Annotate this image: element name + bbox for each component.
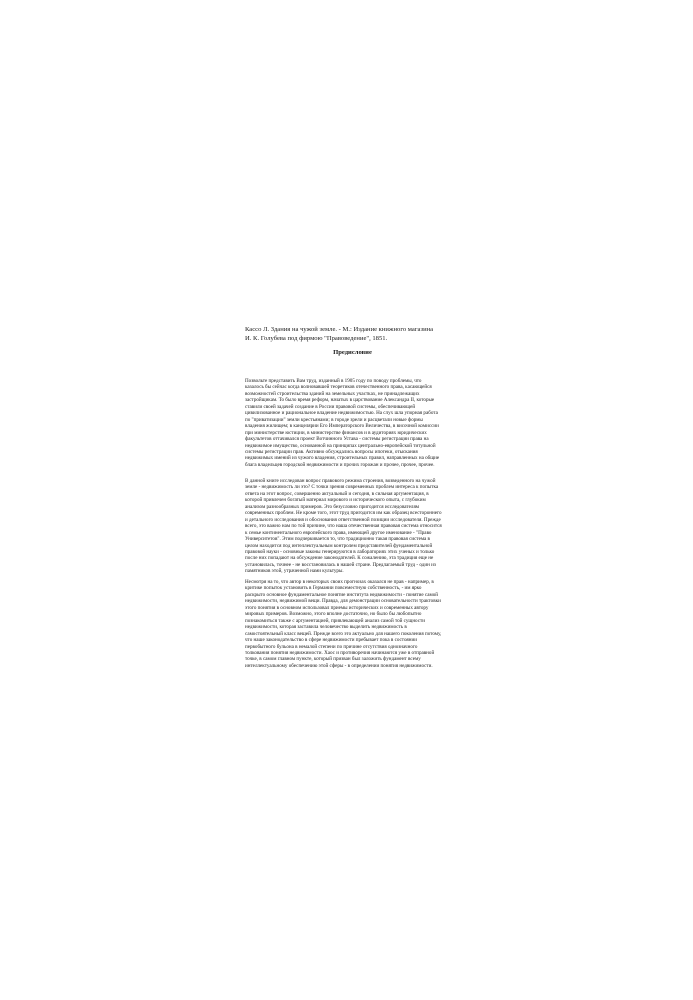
text-line: недвижимых имений из чужого владения, строительных правил, направленных на общие [245, 455, 440, 462]
text-line: этого понятия в основном использовал приемы исторических и современных автору [245, 604, 429, 611]
text-line: земле - недвижимость ли это? С точки зрения современных проблем интереса к попытка [245, 484, 439, 491]
text-line: по "приватизации" земли крестьянами; в городе зрели и расцветали новые формы [245, 416, 423, 423]
text-line: казалось бы сейчас когда волновавшей теоретиков отечественного права, касающейся [245, 384, 432, 391]
text-line: которой привлечен богатый материал мирового и исторического опыта, с глубоким [245, 497, 426, 504]
bibliographic-citation [245, 326, 460, 343]
text-line: раскрыто основное фундаментальное понятие института недвижимости - понятие самой [245, 591, 438, 598]
text-line: цивилизованное и рациональное владение недвижимостью. На слух шла упорная работа [245, 410, 438, 417]
text-line: критике попыток установить в Германии повсеместную собственность, - им ярко [245, 585, 422, 592]
text-line: после них попадают на обсуждение законодателей. К сожалению, эта традиция еще не [245, 555, 434, 562]
text-line: владения жилищем; в канцелярии Его Императорского Величества, в височной комиссии [245, 423, 439, 430]
text-line: Несмотря на то, что автор в некоторых своих прогнозах оказался не прав - например, в [245, 579, 434, 585]
text-line: целом находится под интеллектуальным контролем представителей фундаментальной [245, 542, 433, 549]
paragraph-3 [245, 579, 458, 669]
text-line: блага владельцев городской недвижимости и прочих горожан и прочее, прочее, прочее. [245, 461, 435, 468]
text-line: системы регистрации прав. Активно обсуждались вопросы ипотеки, отыскания [245, 448, 418, 455]
text-line: познакомиться также с аргументацией, привлекающей анализ самой той сущности [245, 617, 425, 624]
text-line: точке, в самом главном пункте, который призван был заложить фундамент всему [245, 656, 421, 663]
text-line: при министерстве юстиции, в министерстве финансов и в аудиториях юридических [245, 429, 427, 436]
text-line: и детального исследования и обоснования ответственной позиции исследователя. Прежде [245, 516, 441, 523]
text-line: недвижимости, которая заставила человечество выделить недвижимость в [245, 624, 407, 631]
text-line: первобытного бульона в немалой степени по причине отсутствия однозначного [245, 643, 418, 650]
text-line: недвижимое имущество, основанной на принципах центрально-европейской титульной [245, 442, 436, 449]
text-line: Позвольте представить Вам труд, изданный в 1905 году по поводу проблемы, что [245, 378, 422, 384]
text-line: анализом разнообразных примеров. Это безусловно пригодится исследователям [245, 503, 420, 510]
paragraph-1 [245, 378, 458, 468]
text-line: к семье континентального европейского права, имеющей другое именование - "Право [245, 529, 432, 536]
text-line: застройщикам. То было время реформ, начатых в царствование Александра II, которые [245, 397, 435, 404]
text-line: памятников этой, утраченной нами культуры. [245, 568, 344, 575]
text-line: самостоятельный класс вещей. Прежде всего это актуально для нашего поколения потому, [245, 630, 442, 637]
citation-line: Кассо Л. Здания на чужой земле. - М.: Издание книжного магазина [245, 326, 434, 333]
text-line: мировых примеров. Возможно, этого вполне достаточно, но было бы любопытно [245, 611, 422, 618]
text-line: правовой науки - основные законы генерируются в лабораториях этих ученых и только [245, 548, 435, 555]
text-line: недвижимости, недвижимой вещи. Правда, для демонстрации основательности трактовки [245, 598, 441, 605]
text-line: современных проблем. Не кроме того, этот труд пригодится им как образец всестороннего [245, 510, 442, 517]
paragraph-2 [245, 478, 458, 575]
text-line: факультетов оттачивался проект Вотчинного Устава - системы регистрации права на [245, 436, 429, 443]
citation-line: И. К. Голубева под фирмою "Правоведение", 1851. [245, 334, 388, 342]
text-line: ответа на этот вопрос, совершенно актуальный и сегодня, в сильная аргументация, в [245, 490, 429, 497]
text-line: Университетов". Этим подчеркивается то, что традиционно такая правовая система в [245, 536, 430, 543]
text-line: что наше законодательство в сфере недвижимости пребывает пока в состоянии [245, 637, 417, 644]
text-line: толкования понятия недвижимости. Хаос и противоречия начинаются уже в отправной [245, 649, 435, 656]
preface-heading: Предисловие [333, 349, 372, 356]
text-line: возможностей строительства зданий на земельных участках, не принадлежащих [245, 390, 420, 397]
text-line: установилась, точнее - не восстановилась в нашей стране. Предлагаемый труд - один из [245, 561, 436, 568]
text-line: В данной книге исследован вопрос правового режима строения, возведенного на чужой [245, 478, 436, 484]
text-line: ставили своей задачей создание в России правовой системы, обеспечивающей [245, 403, 416, 410]
text-line: интеллектуальному обеспечению этой сферы - в определении понятия недвижимости. [245, 662, 433, 669]
text-line: всего, это важно нам по той причине, что наша отечественная правовая система относится [245, 523, 442, 530]
